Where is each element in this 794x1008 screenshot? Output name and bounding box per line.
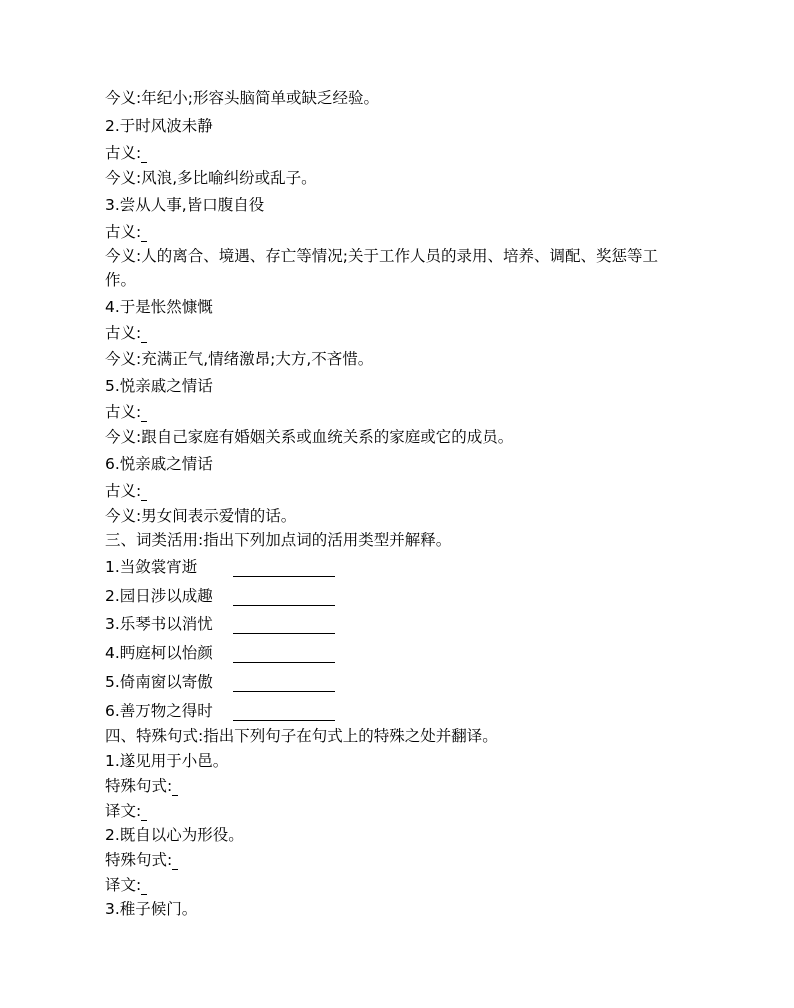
blank-question: 1.当敛裳宵逝 — [105, 557, 335, 577]
ancient-meaning-label: 古义: — [105, 402, 147, 422]
ancient-meaning-label: 古义: — [105, 323, 147, 343]
blank-question: 3.乐琴书以消忧 — [105, 614, 335, 634]
modern-meaning: 今义:男女间表示爱情的话。 — [105, 507, 297, 525]
modern-meaning: 今义:风浪,多比喻纠纷或乱子。 — [105, 169, 317, 187]
ancient-meaning-label: 古义: — [105, 143, 147, 163]
question-4: 4.于是怅然慷慨 — [105, 298, 213, 316]
answer-blank[interactable] — [233, 562, 335, 577]
question-2: 2.既自以心为形役。 — [105, 826, 244, 844]
answer-blank[interactable] — [233, 677, 335, 692]
blank-question: 2.园日涉以成趣 — [105, 586, 335, 606]
translation-label: 译文: — [105, 801, 147, 821]
answer-blank[interactable] — [233, 706, 335, 721]
blank-question: 4.眄庭柯以怡颜 — [105, 643, 335, 663]
blank-question: 5.倚南窗以寄傲 — [105, 672, 335, 692]
special-pattern-label: 特殊句式: — [105, 850, 178, 870]
modern-meaning: 今义:充满正气,情绪激昂;大方,不吝惜。 — [105, 350, 374, 368]
question-1: 1.遂见用于小邑。 — [105, 752, 229, 770]
section-heading-3: 三、词类活用:指出下列加点词的活用类型并解释。 — [105, 531, 452, 549]
translation-label: 译文: — [105, 875, 147, 895]
section-heading-4: 四、特殊句式:指出下列句子在句式上的特殊之处并翻译。 — [105, 727, 498, 745]
question-3: 3.稚子候门。 — [105, 900, 198, 918]
ancient-meaning-label: 古义: — [105, 481, 147, 501]
text-line: 今义:年纪小;形容头脑简单或缺乏经验。 — [105, 89, 379, 107]
answer-blank[interactable] — [233, 619, 335, 634]
question-3: 3.尝从人事,皆口腹自役 — [105, 196, 265, 214]
answer-blank[interactable] — [233, 648, 335, 663]
answer-blank[interactable] — [233, 591, 335, 606]
question-2: 2.于时风波未静 — [105, 117, 213, 135]
question-6: 6.悦亲戚之情话 — [105, 455, 213, 473]
modern-meaning: 今义:人的离合、境遇、存亡等情况;关于工作人员的录用、培养、调配、奖惩等工作。 — [105, 247, 658, 289]
blank-question: 6.善万物之得时 — [105, 701, 335, 721]
ancient-meaning-label: 古义: — [105, 222, 147, 242]
question-5: 5.悦亲戚之情话 — [105, 377, 213, 395]
modern-meaning: 今义:跟自己家庭有婚姻关系或血统关系的家庭或它的成员。 — [105, 428, 514, 446]
special-pattern-label: 特殊句式: — [105, 776, 178, 796]
